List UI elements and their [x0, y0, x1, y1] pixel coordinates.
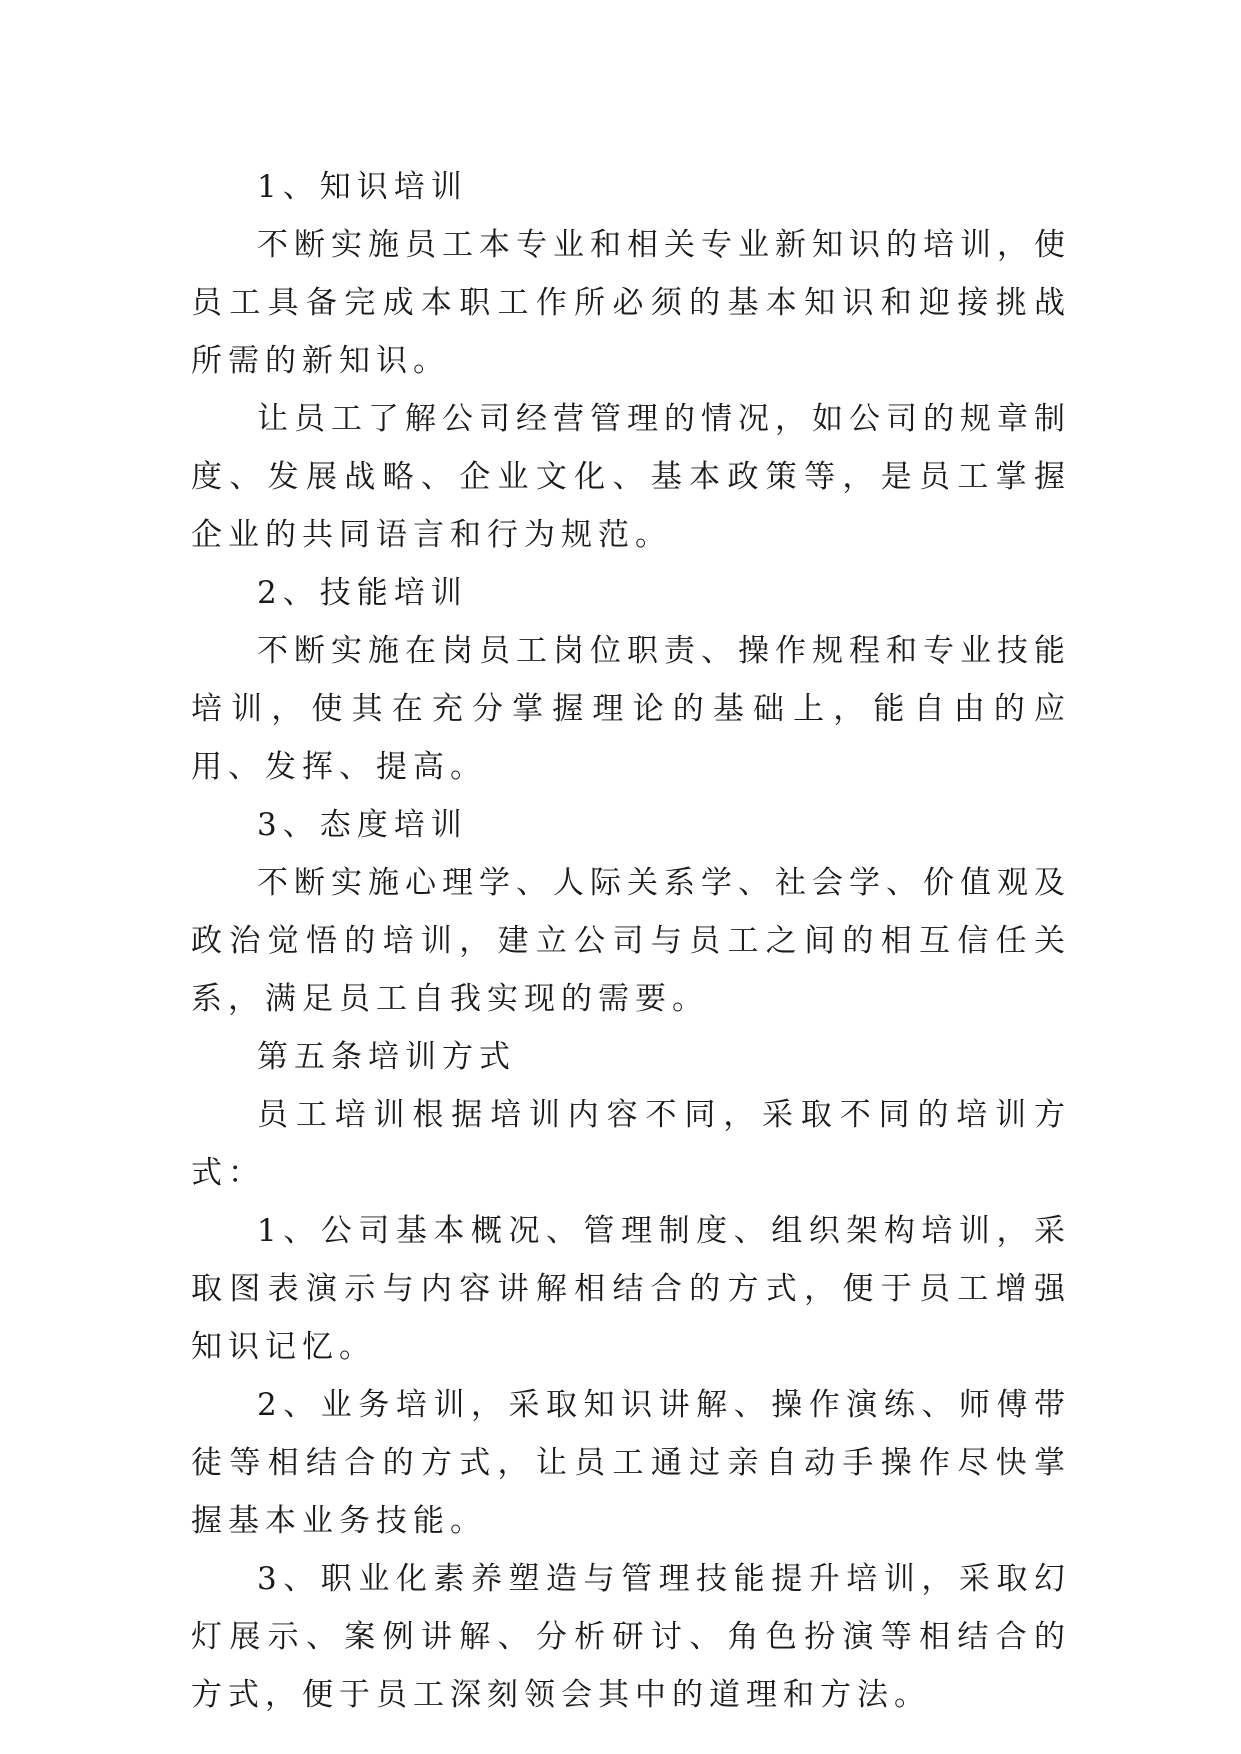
heading-article-five: 第五条培训方式	[257, 1039, 516, 1075]
heading-attitude-training: 3、态度培训	[257, 807, 468, 843]
paragraph-training-methods-intro: 员工培训根据培训内容不同，采取不同的培训方式：	[191, 1097, 1071, 1191]
paragraph-method-company-overview: 1、公司基本概况、管理制度、组织架构培训，采取图表演示与内容讲解相结合的方式，便于员工增强知识记忆。	[191, 1213, 1071, 1365]
paragraph-company-management: 让员工了解公司经营管理的情况，如公司的规章制度、发展战略、企业文化、基本政策等，是员工掌握企业的共同语言和行为规范。	[191, 401, 1071, 553]
paragraph-method-business-training: 2、业务培训，采取知识讲解、操作演练、师傅带徒等相结合的方式，让员工通过亲自动手操作尽快掌握基本业务技能。	[191, 1387, 1071, 1539]
paragraph-skill-training: 不断实施在岗员工岗位职责、操作规程和专业技能培训，使其在充分掌握理论的基础上，能自由的应用、发挥、提高。	[191, 633, 1071, 785]
heading-knowledge-training: 1、知识培训	[257, 169, 468, 205]
paragraph-knowledge-training: 不断实施员工本专业和相关专业新知识的培训，使员工具备完成本职工作所必须的基本知识和迎接挑战所需的新知识。	[191, 227, 1071, 379]
heading-skill-training: 2、技能培训	[257, 575, 468, 611]
document-body	[191, 158, 1071, 1724]
paragraph-attitude-training: 不断实施心理学、人际关系学、社会学、价值观及政治觉悟的培训，建立公司与员工之间的相互信任关系，满足员工自我实现的需要。	[191, 865, 1071, 1017]
paragraph-method-professionalism: 3、职业化素养塑造与管理技能提升培训，采取幻灯展示、案例讲解、分析研讨、角色扮演等相结合的方式，便于员工深刻领会其中的道理和方法。	[191, 1561, 1071, 1713]
